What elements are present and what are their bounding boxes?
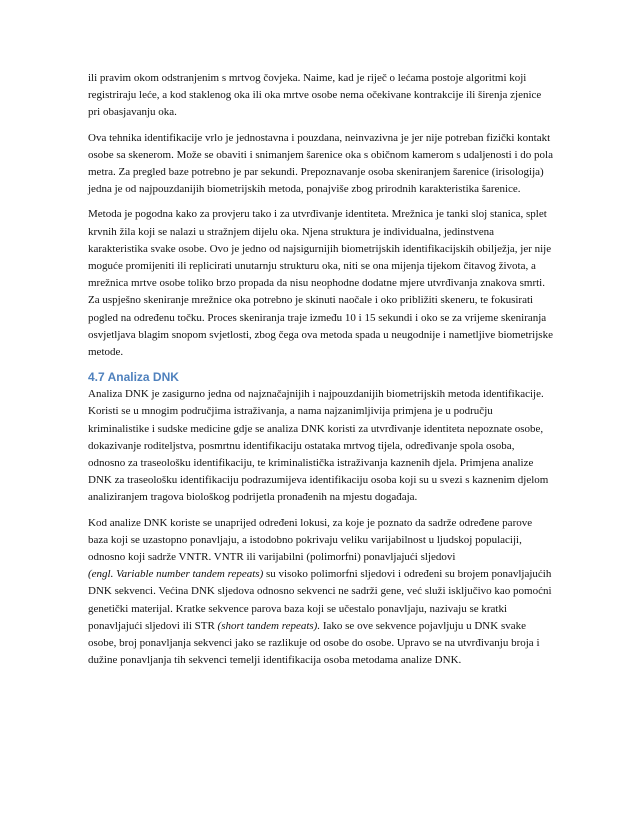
section-heading-dna: 4.7 Analiza DNK (88, 370, 179, 385)
paragraph-retina-method: Metoda je pogodna kako za provjeru tako i za utvrđivanje identiteta. Mrežnica je tanki sloj stanica, splet krvnih žila koji se nalazi u stražnjem dijelu oka. Njena struktura je individualna, jedinstvena karakteristika svake osobe. Ovo je jedno od najsigurnijih biometrijskih identifikacijskih obilježja, jer nije moguće promijeniti ili replicirati unutarnju strukturu oka, niti se ona mijenja tijekom čitavog života, a mrežnica mrtve osobe toliko brzo propada da nisu neophodne dodatne mjere utvrđivanja znakova smrti. Za uspješno skeniranje mrežnice oka potrebno je skinuti naočale i oko približiti skeneru, te fokusirati pogled na određenu točku. Proces skeniranja traje između 10 i 15 sekundi i oko se za vrijeme skeniranja osvjetljava blagim snopom svjetlosti, zbog čega ova metoda spada u neugodnije i nametljive biometrijske metode. (88, 208, 553, 359)
paragraph-dna-analysis: Analiza DNK je zasigurno jedna od najznačajnijih i najpouzdanijih biometrijskih metoda identifikacije. Koristi se u mnogim područjima istraživanja, a nama najzanimljivija primjena je u području kriminalistike i sudske medicine gdje se analiza DNK koristi za utvrđivanje identiteta nepoznate osobe, dokazivanje roditeljstva, posmrtnu identifikaciju ostataka mrtvog tijela, određivanje spola osoba, odnosno za traseološku identifikaciju, te kriminalistička istraživanja kaznenih djela. Primjena analize DNK za traseološku identifikaciju podrazumijeva identifikaciju osoba koji su u svezi s kaznenim djelom analiziranjem tragova biološkog podrijetla pronađenih na mjestu događaja. (88, 388, 549, 504)
str-term: (short tandem repeats). (217, 619, 321, 632)
paragraph-iris-technique: Ova tehnika identifikacije vrlo je jednostavna i pouzdana, neinvazivna je jer nije potreban fizički kontakt osobe sa skenerom. Može se obaviti i snimanjem šarenice oka s običnom kamerom s udaljenosti i do pola metra. Za pregled baze potrebno je par sekundi. Prepoznavanje osoba skeniranjem šarenice (irisologija) jedna je od najpouzdanijih biometrijskih metoda, ponajviše zbog prirodnih karakteristika šarenice. (88, 131, 553, 196)
document-page (88, 70, 554, 678)
paragraph-dna-loci-part-c: Iako se ove sekvence pojavljuju u DNK svake osobe, broj ponavljanja sekvenci jako se razlikuje od osobe do osobe. Upravo se na utvrđivanju broja i dužine ponavljanja tih sekvenci temelji identifikacija osoba metodama analize DNK. (88, 619, 540, 667)
paragraph-dna-loci-part-b: su visoko polimorfni sljedovi i određeni su brojem ponavljajućih DNK sekvenci. Većina DNK sljedova odnosno sekvenci ne sadrži gene, već služi isključivo kao pomoćni genetički materijal. Kratke sekvence parova baza koji se učestalo ponavljaju, nazivaju se kratki ponavljajući sljedovi ili STR (88, 568, 552, 632)
paragraph-dna-loci-part-a: Kod analize DNK koriste se unaprijed određeni lokusi, za koje je poznato da sadrže određene parove baza koji se uzastopno ponavljaju, a istodobno pokrivaju veliku varijabilnost u ljudskoj populaciji, odnosno koji sadrže VNTR. VNTR ili varijabilni (polimorfni) ponavljajući sljedovi (88, 516, 533, 564)
paragraph-dna-loci (88, 515, 554, 670)
vntr-term: (engl. Variable number tandem repeats) (88, 568, 264, 581)
paragraph-iris-lens: ili pravim okom odstranjenim s mrtvog čovjeka. Naime, kad je riječ o lećama postoje algoritmi koji registriraju leće, a kod staklenog oka ili oka mrtve osobe nema očekivane kontrakcije ili širenja zjenice pri obasjavanju oka. (88, 72, 542, 119)
